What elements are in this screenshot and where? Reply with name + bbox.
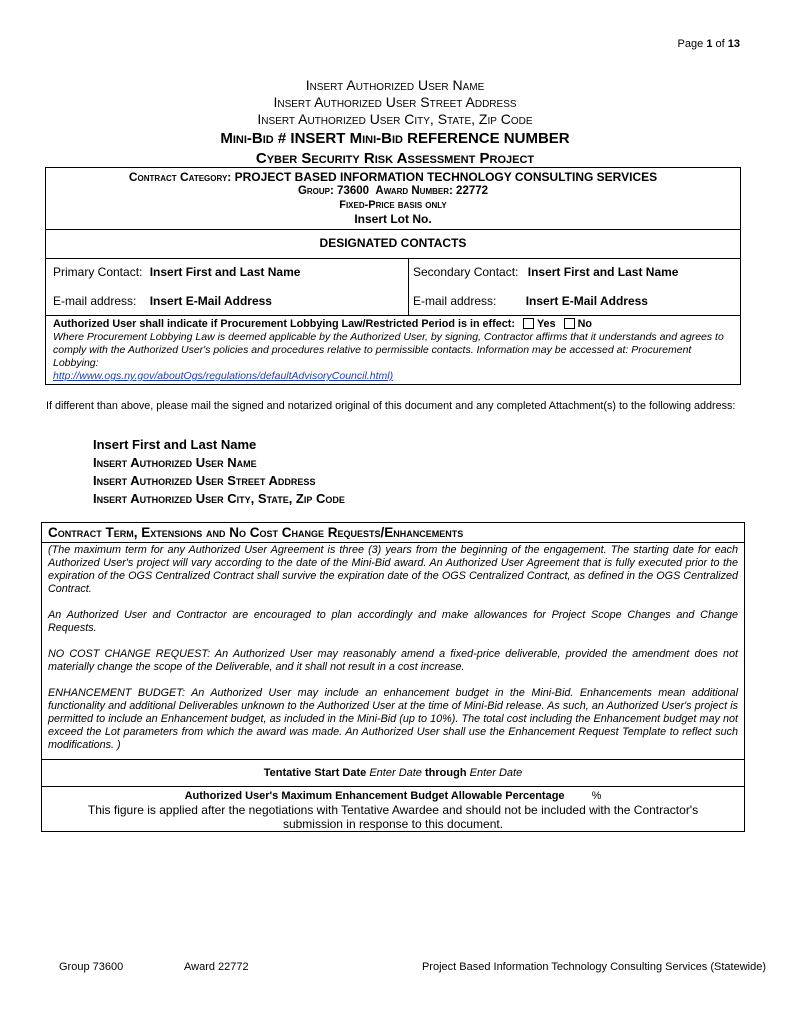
contract-group-award: Group: 73600 Award Number: 22772 bbox=[297, 185, 489, 197]
lobbying-section bbox=[46, 315, 740, 384]
designated-contacts-heading: DESIGNATED CONTACTS bbox=[46, 229, 740, 258]
contacts-row bbox=[46, 258, 740, 316]
contract-category: Contract Category: PROJECT BASED INFORMATION TECHNOLOGY CONSULTING SERVICES bbox=[128, 170, 658, 184]
start-date-field[interactable]: Enter Date bbox=[369, 767, 422, 779]
lobbying-no-checkbox[interactable] bbox=[564, 318, 575, 329]
lobbying-link[interactable]: http://www.ogs.ny.gov/aboutOgs/regulations/defaultAdvisoryCouncil.html) bbox=[53, 370, 394, 382]
enhancement-label: Authorized User's Maximum Enhancement Budget Allowable Percentage % bbox=[184, 790, 602, 802]
fixed-price-basis: Fixed-Price basis only bbox=[339, 199, 447, 211]
term-paragraph-4: ENHANCEMENT BUDGET: An Authorized User may include an enhancement budget in the Mini-Bid. Enhancements mean additional functionality and additional Deliverables unknown to the Authorized User at the time of Mini-Bid release. As such, an Authorized User's project is permitted to include an Enhancement budget, as included in the Mini-Bid (up to 10%). The total cost including the Enhancement budget may not exceed the Lot parameters from which the award was made. An Authorized User shall use the Enhancement Request Template to reflect such modifications. ) bbox=[48, 687, 738, 751]
secondary-contact: Secondary Contact: Insert First and Last Name bbox=[413, 265, 679, 279]
header-street-address: Insert Authorized User Street Address bbox=[273, 94, 517, 110]
footer-title: Project Based Information Technology Consulting Services (Statewide) bbox=[421, 961, 766, 973]
contract-term-box bbox=[41, 522, 745, 832]
contacts-divider bbox=[408, 259, 409, 316]
term-paragraph-3: NO COST CHANGE REQUEST: An Authorized User may reasonably amend a fixed-price deliverable, provided the amendment does not materially change the scope of the Deliverable, and it shall not result in a cost increase. bbox=[48, 648, 738, 673]
mail-address-user: Insert Authorized User Name bbox=[93, 455, 257, 470]
lot-number: Insert Lot No. bbox=[354, 212, 432, 226]
end-date-field[interactable]: Enter Date bbox=[469, 767, 523, 779]
primary-contact: Primary Contact: Insert First and Last Name bbox=[53, 265, 301, 279]
mail-address-contact: Insert First and Last Name bbox=[93, 437, 257, 452]
contract-term-body bbox=[42, 542, 744, 759]
mail-address-city: Insert Authorized User City, State, Zip Code bbox=[93, 491, 345, 506]
tentative-start-row: Tentative Start Date Enter Date through Enter Date bbox=[42, 759, 744, 787]
contract-info-box bbox=[45, 167, 741, 385]
page-number: Page 1 of 13 bbox=[677, 38, 740, 50]
header-user-name: Insert Authorized User Name bbox=[305, 77, 485, 93]
contract-term-title: Contract Term, Extensions and No Cost Change Requests/Enhancements bbox=[48, 525, 464, 540]
secondary-email: E-mail address: Insert E-Mail Address bbox=[413, 294, 648, 308]
footer-group: Group 73600 bbox=[59, 961, 124, 973]
mail-note: If different than above, please mail the signed and notarized original of this document and any completed Attachment(s) to the following address: bbox=[46, 400, 736, 412]
mail-address-street: Insert Authorized User Street Address bbox=[93, 473, 316, 488]
term-paragraph-1: (The maximum term for any Authorized User Agreement is three (3) years from the beginning of the engagement. The starting date for each Authorized User's project will vary according to the date of the Mini-Bid award. An Authorized User Agreement that is fully executed prior to the expiration of the OGS Centralized Contract shall survive the expiration date of the OGS Centralized Contract, as defined in the OGS Centralized Contract. bbox=[48, 544, 738, 595]
enhancement-note: This figure is applied after the negotiations with Tentative Awardee and should not be included with the Contractor's submission in response to this document. bbox=[87, 803, 699, 831]
lobbying-yes-checkbox[interactable] bbox=[523, 318, 534, 329]
enhancement-percent-field[interactable]: % bbox=[591, 790, 602, 802]
lobbying-text: Where Procurement Lobbying Law is deemed applicable by the Authorized User, by signing, Contractor affirms that it understands and agrees to comply with the Authorized User's policies and procedures relative to permissible contacts. Information may be accessed at: Procurement Lobbying: bbox=[53, 331, 724, 369]
lobbying-question: Authorized User shall indicate if Procurement Lobbying Law/Restricted Period is in effect: Yes No bbox=[53, 318, 592, 330]
mail-address-block bbox=[93, 436, 345, 508]
term-paragraph-2: An Authorized User and Contractor are encouraged to plan accordingly and make allowances for Project Scope Changes and Change Requests. bbox=[48, 609, 738, 634]
primary-email: E-mail address: Insert E-Mail Address bbox=[53, 294, 272, 308]
footer-award: Award 22772 bbox=[184, 961, 249, 973]
enhancement-budget-row bbox=[42, 786, 744, 832]
header-city-state-zip: Insert Authorized User City, State, Zip Code bbox=[257, 111, 533, 127]
header-project-title: Cyber Security Risk Assessment Project bbox=[255, 150, 535, 167]
header-mini-bid: Mini-Bid # INSERT Mini-Bid REFERENCE NUMBER bbox=[220, 130, 570, 147]
